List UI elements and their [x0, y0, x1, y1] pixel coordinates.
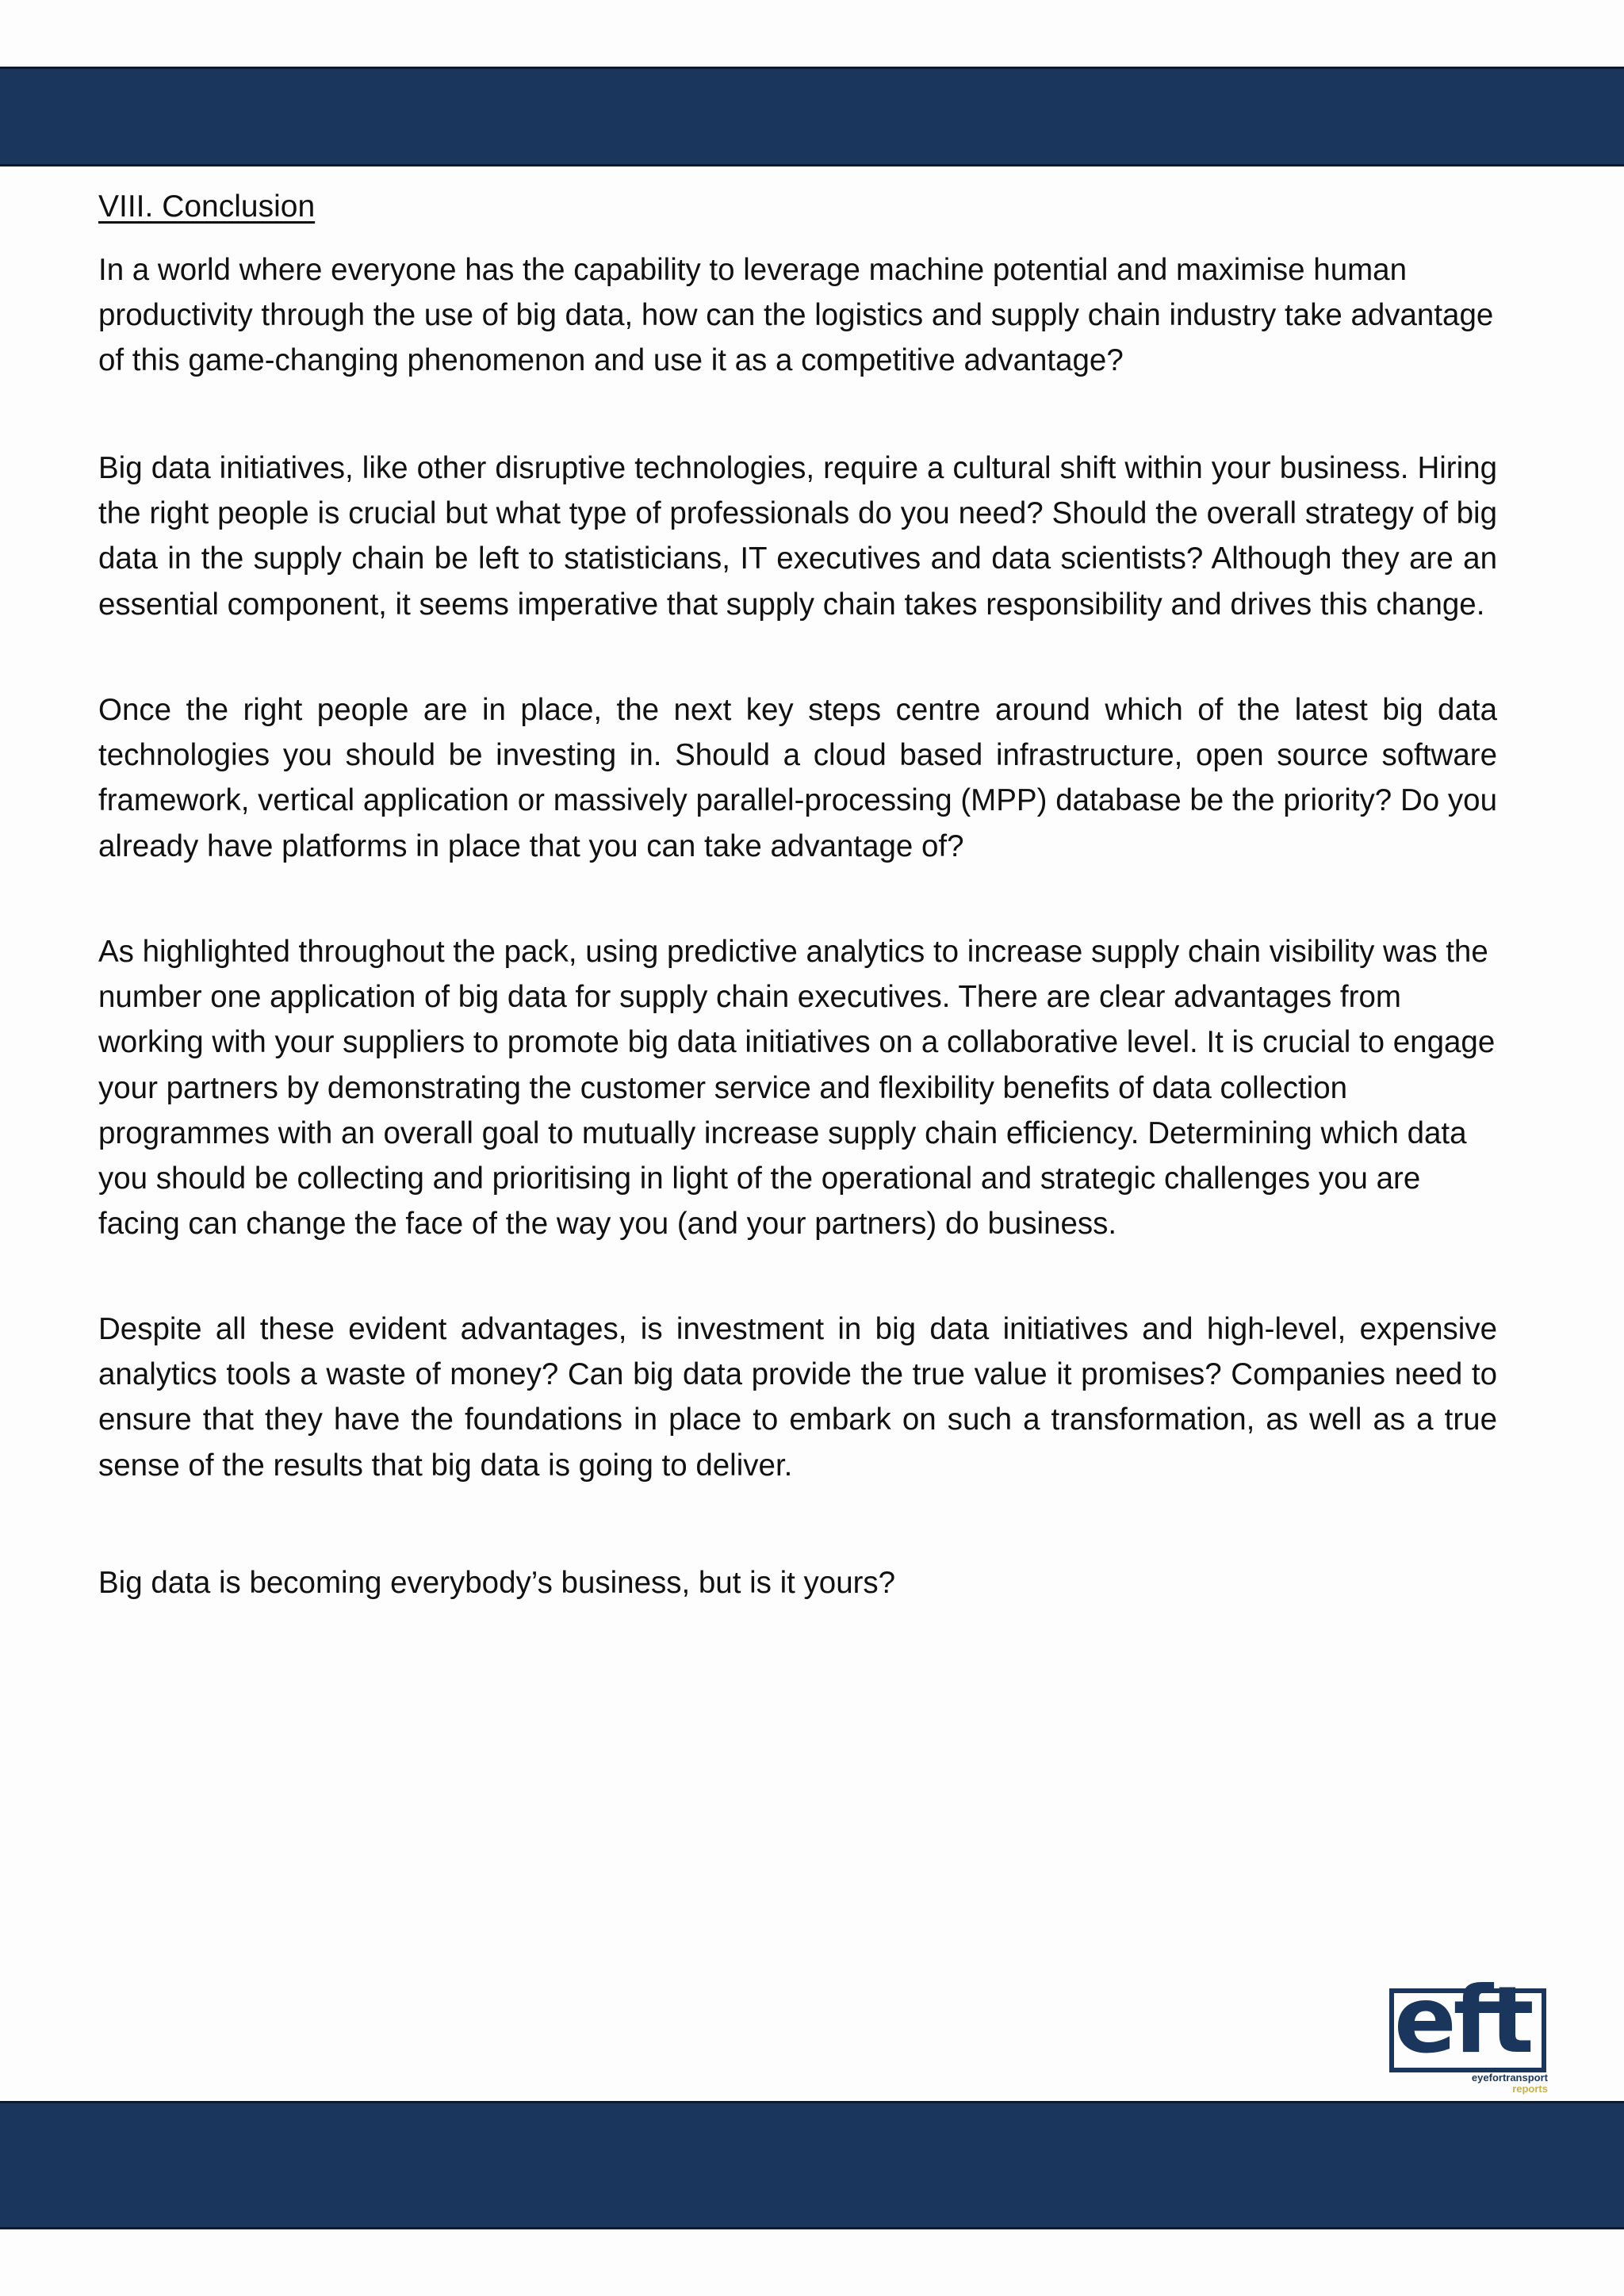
logo-wordmark: eyefortransport	[1471, 2072, 1548, 2084]
paragraph-3: Once the right people are in place, the next key steps centre around which of the latest big data technologies you should be investing in. Should a cloud based infrastructure, open source software framework, vertical application or massively parallel-processing (MPP) database be the priority? Do you already have platforms in place that you can take advantage of?	[98, 693, 1497, 863]
logo-mark: eft	[1394, 1967, 1531, 2074]
eft-logo	[1386, 1967, 1553, 2096]
paragraph-2: Big data initiatives, like other disruptive technologies, require a cultural shift within your business. Hiring the right people is crucial but what type of professionals do you need? Should the overall strategy of big data in the supply chain be left to statisticians, IT executives and data scientists? Although they are an essential component, it seems imperative that supply chain takes responsibility and drives this change.	[98, 451, 1497, 622]
logo-subtitle: reports	[1512, 2083, 1548, 2095]
paragraph-1: In a world where everyone has the capability to leverage machine potential and maximise human productivity through the use of big data, how can the logistics and supply chain industry take advantage of this game-changing phenomenon and use it as a competitive advantage?	[98, 253, 1494, 378]
footer-band	[0, 2101, 1624, 2229]
paragraph-4: As highlighted throughout the pack, using predictive analytics to increase supply chain visibility was the number one application of big data for supply chain executives. There are clear advantages from working with your suppliers to promote big data initiatives on a collaborative level. It is crucial to engage your partners by demonstrating the customer service and flexibility benefits of data collection programmes with an overall goal to mutually increase supply chain efficiency. Determining which data you should be collecting and prioritising in light of the operational and strategic challenges you are facing can change the face of the way you (and your partners) do business.	[98, 935, 1496, 1242]
page-content	[98, 184, 1497, 1600]
paragraph-6: Big data is becoming everybody’s business, but is it yours?	[98, 1566, 896, 1600]
header-band	[0, 67, 1624, 166]
section-heading: VIII. Conclusion	[98, 189, 316, 224]
paragraph-5: Despite all these evident advantages, is investment in big data initiatives and high-level, expensive analytics tools a waste of money? Can big data provide the true value it promises? Companies need to ensure that they have the foundations in place to embark on such a transformation, as well as a true sense of the results that big data is going to deliver.	[98, 1312, 1497, 1483]
